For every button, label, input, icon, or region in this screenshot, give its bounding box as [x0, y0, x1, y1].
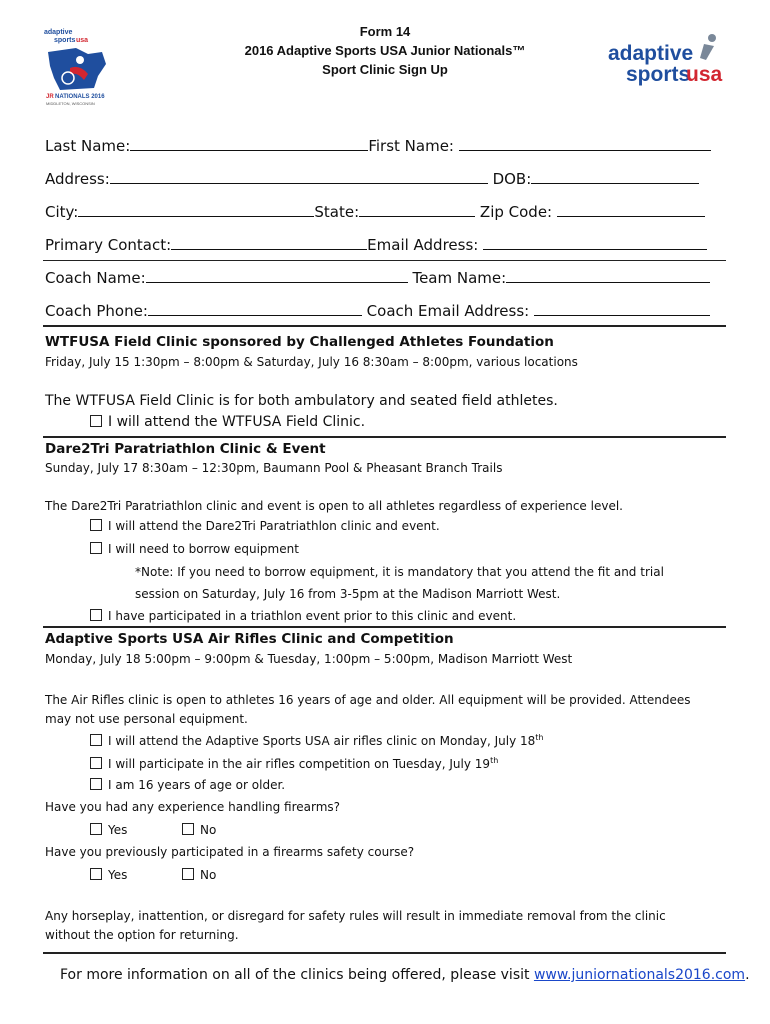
dare2tri-schedule: Sunday, July 17 8:30am – 12:30pm, Baumann Pool & Pheasant Branch Trails	[45, 461, 503, 475]
city-field[interactable]	[78, 202, 314, 217]
dob-label: DOB:	[492, 170, 532, 188]
rifles-option-age[interactable]: I am 16 years of age or older.	[90, 778, 285, 792]
safety-warning-line1: Any horseplay, inattention, or disregard for safety rules will result in immediate removal from the clinic	[45, 909, 666, 923]
coach-email-label: Coach Email Address:	[366, 302, 530, 320]
address-label: Address:	[45, 170, 110, 188]
svg-text:usa: usa	[686, 63, 723, 86]
email-label: Email Address:	[367, 236, 479, 254]
rifles-option-competition[interactable]: I will participate in the air rifles competition on Tuesday, July 19th	[90, 756, 498, 771]
checkbox[interactable]	[90, 415, 102, 427]
dare2tri-note-line1: *Note: If you need to borrow equipment, it is mandatory that you attend the fit and trial	[135, 565, 664, 579]
rifles-question-experience: Have you had any experience handling firearms?	[45, 800, 341, 814]
svg-text:adaptive: adaptive	[44, 29, 73, 36]
first-name-label: First Name:	[368, 137, 454, 155]
divider	[43, 260, 726, 261]
svg-text:JR: JR	[46, 94, 54, 100]
rifles-description-line2: may not use personal equipment.	[45, 712, 248, 726]
wtfusa-description: The WTFUSA Field Clinic is for both ambulatory and seated field athletes.	[45, 393, 558, 409]
dob-field[interactable]	[531, 169, 699, 184]
primary-contact-label: Primary Contact:	[45, 236, 172, 254]
rifles-schedule: Monday, July 18 5:00pm – 9:00pm & Tuesday, 1:00pm – 5:00pm, Madison Marriott West	[45, 652, 573, 666]
address-field[interactable]	[110, 169, 488, 184]
footer-end: .	[745, 967, 750, 983]
svg-text:sports: sports	[54, 37, 76, 44]
form-title: 2016 Adaptive Sports USA Junior Nationals™	[244, 43, 526, 58]
dare2tri-title: Dare2Tri Paratriathlon Clinic & Event	[45, 441, 326, 457]
safety-course-yes-option[interactable]: Yes	[90, 868, 127, 882]
checkbox[interactable]	[90, 734, 102, 746]
coach-email-field[interactable]	[534, 307, 710, 316]
checkbox[interactable]	[90, 542, 102, 554]
dare2tri-description: The Dare2Tri Paratriathlon clinic and event is open to all athletes regardless of experience level.	[45, 499, 623, 513]
divider	[43, 436, 726, 438]
dare2tri-note-line2: session on Saturday, July 16 from 3-5pm at the Madison Marriott West.	[135, 587, 561, 601]
team-name-field[interactable]	[506, 268, 710, 283]
zip-field[interactable]	[557, 202, 705, 217]
divider	[43, 325, 726, 327]
safety-course-no-option[interactable]: No	[182, 868, 216, 882]
team-name-label: Team Name:	[412, 269, 507, 287]
wtfusa-schedule: Friday, July 15 1:30pm – 8:00pm & Saturday, July 16 8:30am – 8:00pm, various locations	[45, 355, 578, 369]
divider	[43, 626, 726, 628]
coach-phone-label: Coach Phone:	[45, 302, 148, 320]
rifles-title: Adaptive Sports USA Air Rifles Clinic and Competition	[45, 631, 454, 647]
wtfusa-title: WTFUSA Field Clinic sponsored by Challenged Athletes Foundation	[45, 334, 554, 350]
coach-name-field[interactable]	[146, 268, 408, 283]
checkbox[interactable]	[90, 823, 102, 835]
primary-contact-field[interactable]	[171, 235, 367, 250]
form-number: Form 14	[359, 24, 411, 39]
first-name-field[interactable]	[459, 136, 711, 151]
rifles-option-clinic[interactable]: I will attend the Adaptive Sports USA air rifles clinic on Monday, July 18th	[90, 733, 544, 748]
email-field[interactable]	[483, 235, 707, 250]
svg-text:sports: sports	[626, 63, 691, 86]
coach-name-label: Coach Name:	[45, 269, 146, 287]
state-label: State:	[314, 203, 360, 221]
checkbox[interactable]	[90, 519, 102, 531]
svg-text:adaptive: adaptive	[608, 42, 694, 65]
zip-label: Zip Code:	[479, 203, 553, 221]
form-subtitle: Sport Clinic Sign Up	[322, 62, 448, 77]
rifles-description-line1: The Air Rifles clinic is open to athletes 16 years of age and older. All equipment will be provided. Attendees	[45, 693, 691, 707]
adaptive-sports-usa-logo	[606, 30, 726, 88]
last-name-label: Last Name:	[45, 137, 131, 155]
dare2tri-option-participated[interactable]: I have participated in a triathlon event prior to this clinic and event.	[90, 609, 516, 623]
experience-no-option[interactable]: No	[182, 823, 216, 837]
experience-yes-option[interactable]: Yes	[90, 823, 127, 837]
checkbox[interactable]	[182, 823, 194, 835]
checkbox[interactable]	[90, 868, 102, 880]
divider	[43, 952, 726, 954]
coach-phone-field[interactable]	[148, 301, 362, 316]
junior-nationals-logo	[40, 24, 122, 108]
checkbox[interactable]	[90, 609, 102, 621]
dare2tri-option-attend[interactable]: I will attend the Dare2Tri Paratriathlon clinic and event.	[90, 519, 440, 533]
safety-warning-line2: without the option for returning.	[45, 928, 239, 942]
svg-text:MIDDLETON, WISCONSIN: MIDDLETON, WISCONSIN	[46, 101, 95, 106]
dare2tri-option-borrow[interactable]: I will need to borrow equipment	[90, 542, 299, 556]
last-name-field[interactable]	[130, 136, 368, 151]
svg-text:usa: usa	[76, 37, 89, 44]
junior-nationals-link[interactable]: www.juniornationals2016.com	[533, 967, 746, 983]
checkbox[interactable]	[90, 757, 102, 769]
svg-text:NATIONALS 2016: NATIONALS 2016	[55, 94, 105, 100]
wtfusa-option-attend[interactable]: I will attend the WTFUSA Field Clinic.	[90, 414, 365, 430]
rifles-question-safety-course: Have you previously participated in a firearms safety course?	[45, 845, 415, 859]
checkbox[interactable]	[90, 778, 102, 790]
footer	[60, 967, 750, 983]
state-field[interactable]	[359, 202, 475, 217]
footer-text: For more information on all of the clinics being offered, please visit	[60, 967, 534, 983]
city-label: City:	[45, 203, 79, 221]
checkbox[interactable]	[182, 868, 194, 880]
